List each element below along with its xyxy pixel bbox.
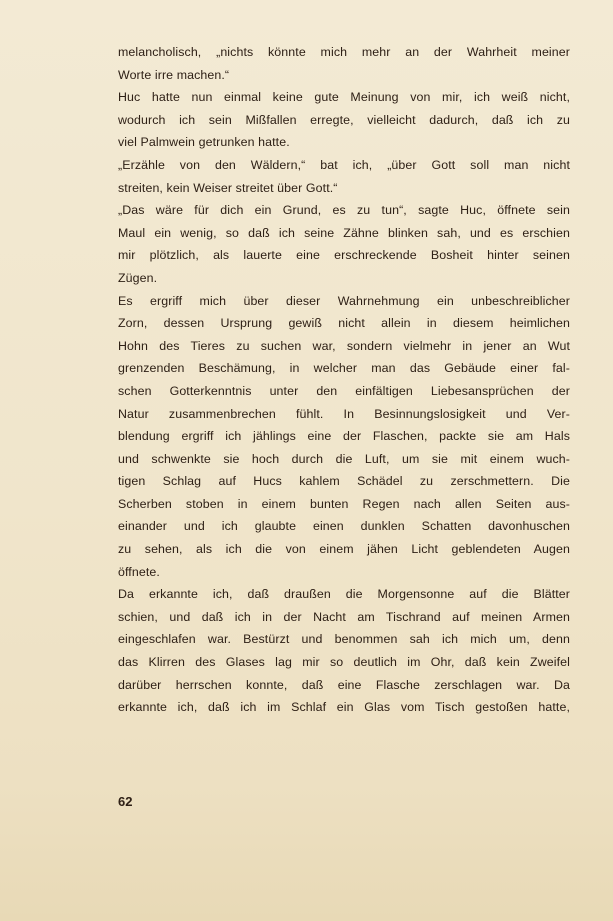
text-line: und schwenkte sie hoch durch die Luft, um sie mit einem wuch- [118,451,570,466]
text-line: schen Gotterkenntnis unter den einfältigen Liebesansprüchen der [118,383,570,398]
text-line: Hohn des Tieres zu suchen war, sondern vielmehr in jener an Wut [118,338,570,353]
page-number: 62 [118,794,133,809]
text-line: zu sehen, als ich die von einem jähen Licht geblendeten Augen [118,542,570,557]
text-line: einander und ich glaubte einen dunklen Schatten davonhuschen [118,519,570,534]
text-line: Da erkannte ich, daß draußen die Morgensonne auf die Blätter [118,587,570,602]
text-line: mir plötzlich, als lauerte eine erschreckende Bosheit hinter seinen [118,248,570,263]
text-line: Zorn, dessen Ursprung gewiß nicht allein in diesem heimlichen [118,316,570,331]
text-line: eingeschlafen war. Bestürzt und benommen sah ich mich um, denn [118,632,570,647]
text-line: streiten, kein Weiser streitet über Gott.“ [118,180,338,195]
text-line: öffnete. [118,564,160,579]
text-line: „Das wäre für dich ein Grund, es zu tun“, sagte Huc, öffnete sein [118,203,570,218]
text-line: schien, und daß ich in der Nacht am Tischrand auf meinen Armen [118,609,570,624]
text-line: grenzenden Beschämung, in welcher man das Gebäude einer fal- [118,361,570,376]
text-line: Zügen. [118,270,158,285]
text-line: Maul ein wenig, so daß ich seine Zähne blinken sah, und es erschien [118,225,570,240]
text-line: wodurch ich sein Mißfallen erregte, vielleicht dadurch, daß ich zu [118,112,570,127]
text-line: blendung ergriff ich jählings eine der Flaschen, packte sie am Hals [118,429,570,444]
text-line: Huc hatte nun einmal keine gute Meinung von mir, ich weiß nicht, [118,90,570,105]
text-line: darüber herrschen konnte, daß eine Flasche zerschlagen war. Da [118,677,570,692]
text-line: viel Palmwein getrunken hatte. [118,135,290,150]
text-line: das Klirren des Glases lag mir so deutlich im Ohr, daß kein Zweifel [118,655,570,670]
text-line: melancholisch, „nichts könnte mich mehr an der Wahrheit meiner [118,45,570,59]
body-text [118,41,570,719]
text-line: Worte irre machen.“ [118,67,230,82]
text-line: Scherben stoben in einem bunten Regen nach allen Seiten aus- [118,496,570,511]
text-line: erkannte ich, daß ich im Schlaf ein Glas vom Tisch gestoßen hatte, [118,700,570,715]
text-line: Natur zusammenbrechen fühlt. In Besinnungslosigkeit und Ver- [118,406,570,421]
text-line: Es ergriff mich über dieser Wahrnehmung ein unbeschreiblicher [118,293,570,308]
text-line: „Erzähle von den Wäldern,“ bat ich, „über Gott soll man nicht [118,157,570,172]
text-line: tigen Schlag auf Hucs kahlem Schädel zu zerschmettern. Die [118,474,570,489]
